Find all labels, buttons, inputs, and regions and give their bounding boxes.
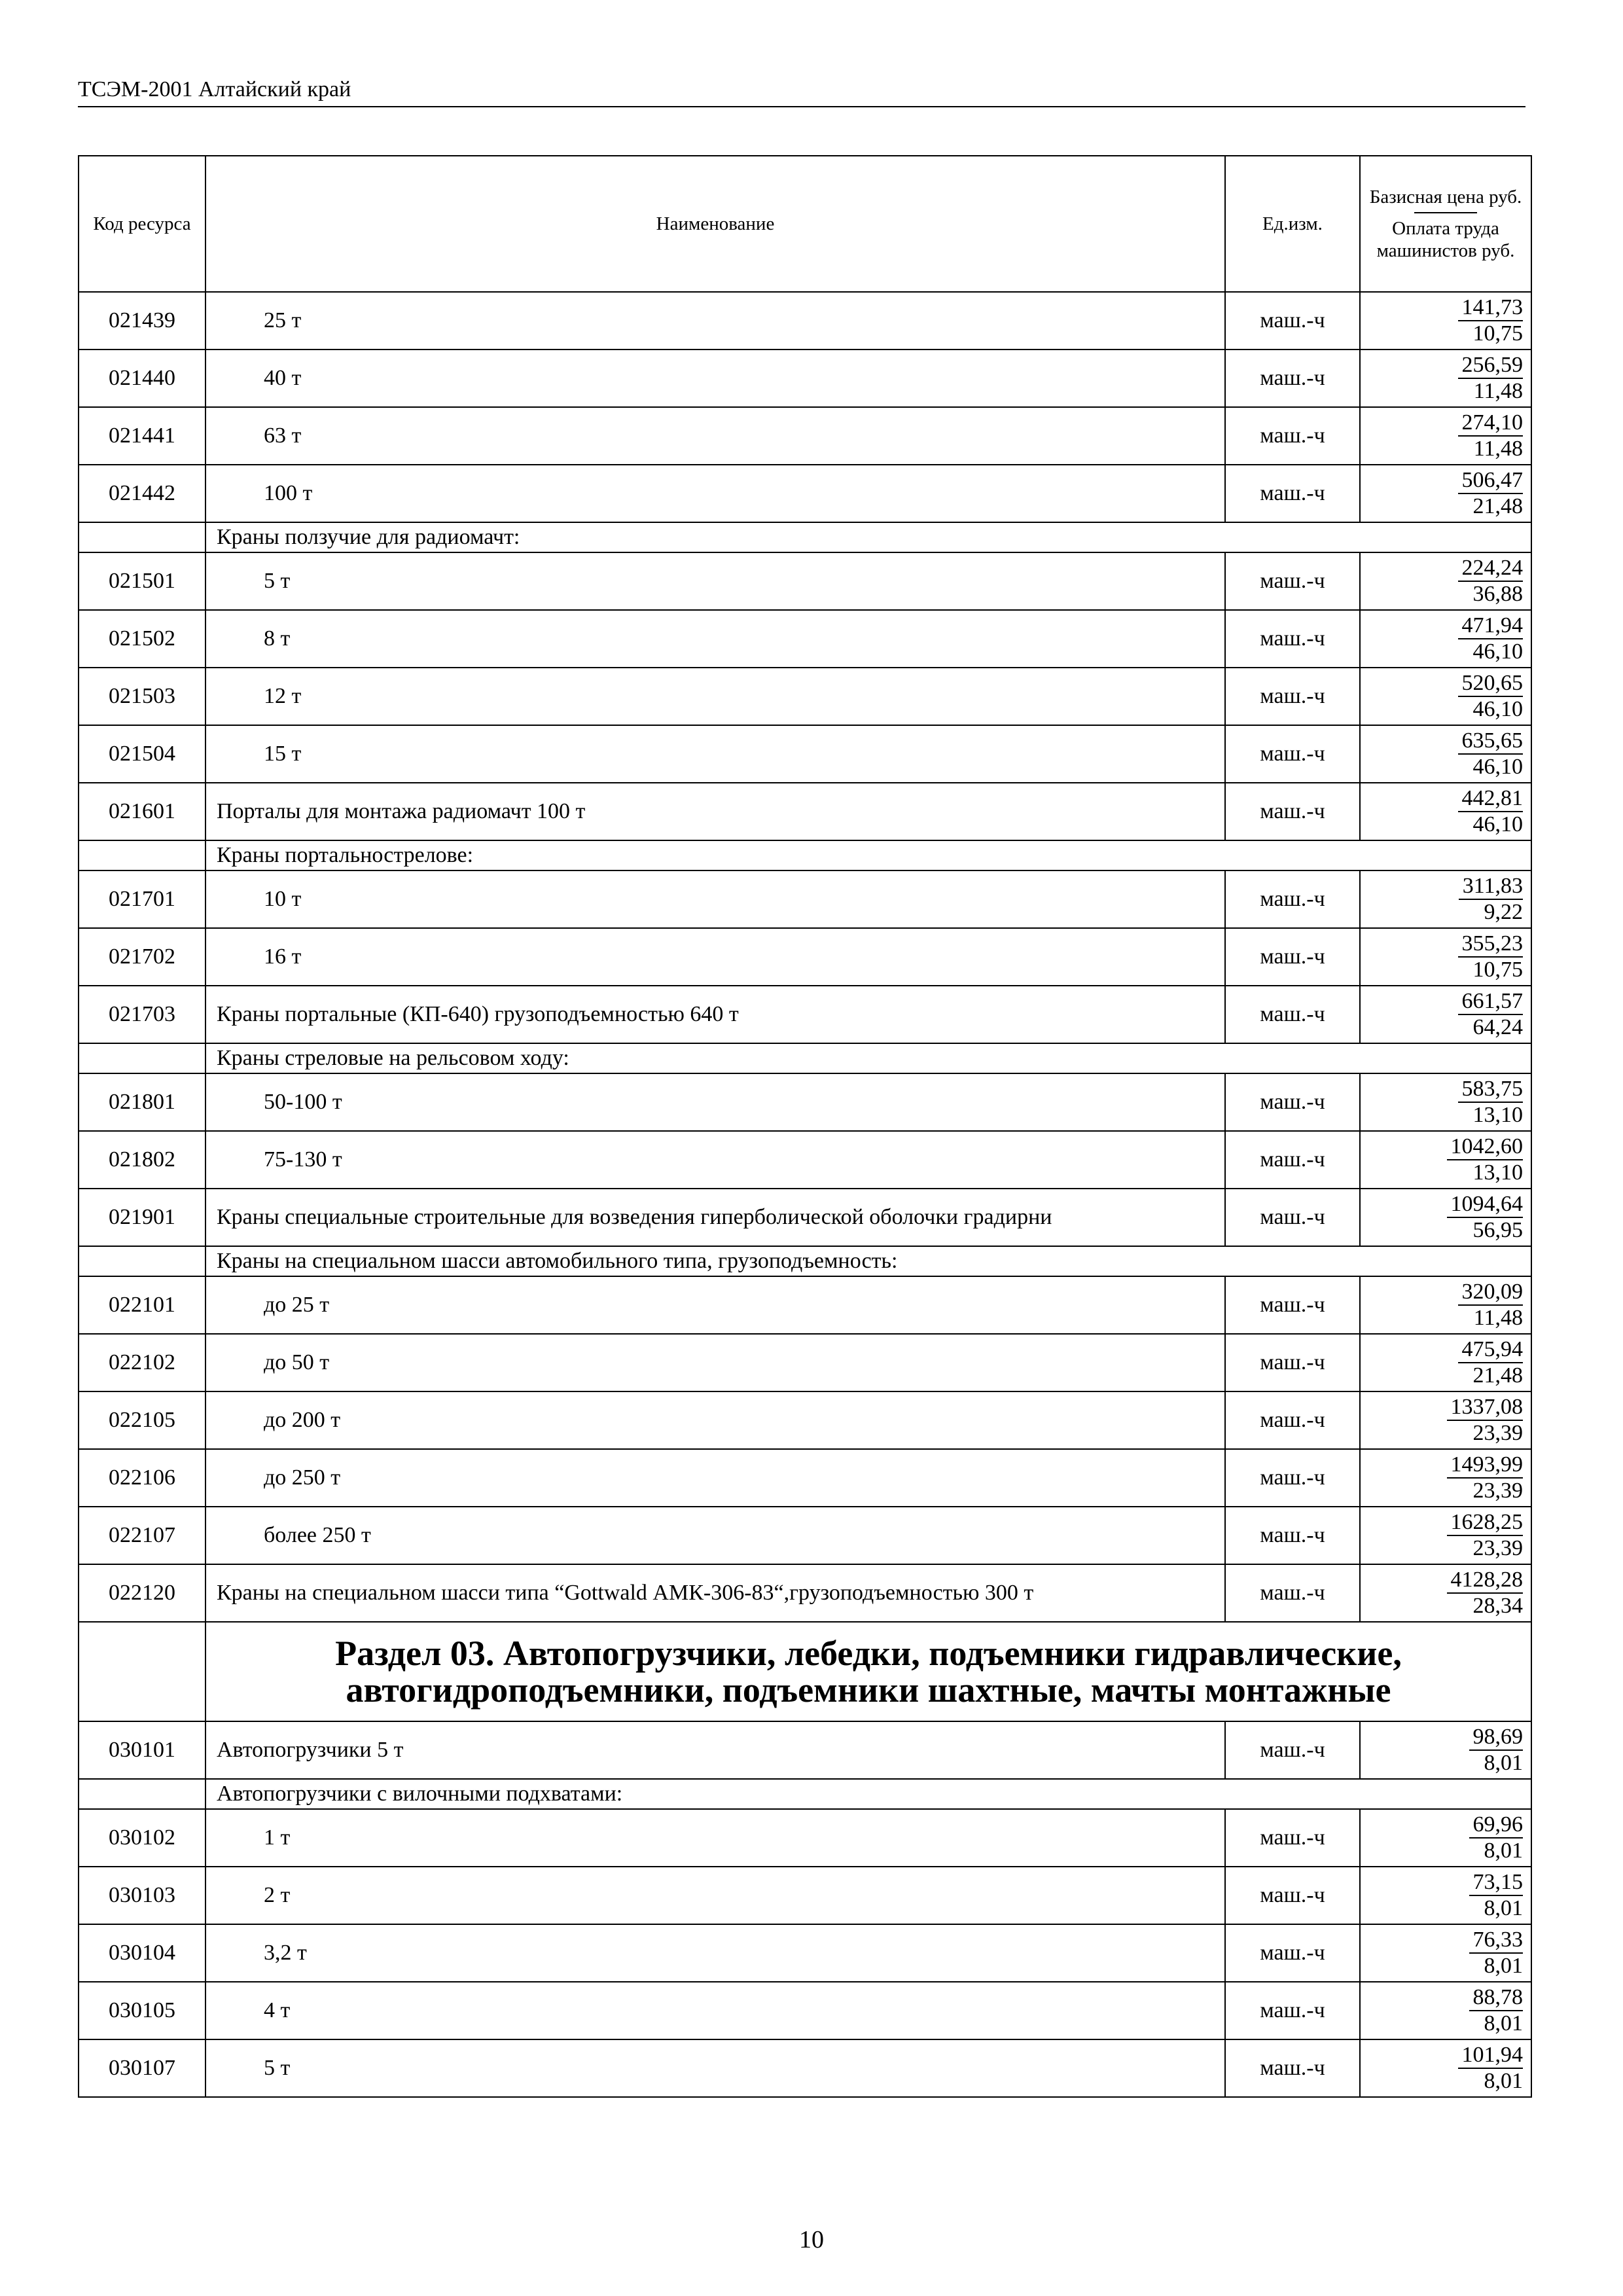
operator-wage: 10,75 [1472,958,1523,982]
operator-wage: 46,10 [1472,755,1523,779]
group-heading-row [79,1043,1531,1073]
table-row [79,407,1531,465]
header-divider [1414,212,1477,213]
unit-of-measure: маш.-ч [1225,1809,1360,1867]
resource-code: 021440 [79,350,205,407]
base-price: 320,09 [1458,1280,1524,1306]
resource-name: 5 т [205,552,1225,610]
resource-code: 030105 [79,1982,205,2039]
operator-wage: 13,10 [1472,1103,1523,1127]
group-heading-row [79,522,1531,552]
resource-name: 40 т [205,350,1225,407]
resource-name: 16 т [205,928,1225,986]
resource-code: 021601 [79,783,205,840]
section-code-cell [79,1622,205,1721]
operator-wage: 28,34 [1472,1594,1523,1618]
operator-wage: 8,01 [1484,1896,1523,1920]
column-header-base-price: Базисная цена руб. [1369,187,1522,207]
price-cell [1360,2039,1531,2097]
table-row [79,783,1531,840]
resource-code: 030102 [79,1809,205,1867]
unit-of-measure: маш.-ч [1225,1507,1360,1564]
unit-of-measure: маш.-ч [1225,350,1360,407]
operator-wage: 21,48 [1472,1363,1523,1388]
base-price: 274,10 [1458,410,1524,437]
price-cell [1360,1867,1531,1924]
unit-of-measure: маш.-ч [1225,783,1360,840]
group-code-cell [79,522,205,552]
operator-wage: 46,10 [1472,639,1523,664]
resource-code: 030101 [79,1721,205,1779]
price-cell [1360,928,1531,986]
table-row [79,350,1531,407]
price-cell [1360,552,1531,610]
price-cell [1360,1982,1531,2039]
operator-wage: 8,01 [1484,1751,1523,1775]
price-cell [1360,1073,1531,1131]
resource-name: Краны на специальном шасси типа “Gottwald АМК-306-83“,грузоподъемностью 300 т [205,1564,1225,1622]
resource-name: до 50 т [205,1334,1225,1391]
unit-of-measure: маш.-ч [1225,1924,1360,1982]
unit-of-measure: маш.-ч [1225,870,1360,928]
base-price: 98,69 [1469,1725,1524,1751]
resource-code: 021503 [79,668,205,725]
base-price: 1094,64 [1447,1192,1524,1218]
group-heading: Краны ползучие для радиомачт: [205,522,1531,552]
operator-wage: 8,01 [1484,1839,1523,1863]
base-price: 88,78 [1469,1985,1524,2011]
resource-name: 1 т [205,1809,1225,1867]
unit-of-measure: маш.-ч [1225,552,1360,610]
price-cell [1360,1391,1531,1449]
group-heading-row [79,1246,1531,1276]
table-row [79,1721,1531,1779]
operator-wage: 23,39 [1472,1479,1523,1503]
table-row [79,1189,1531,1246]
base-price: 4128,28 [1447,1568,1524,1594]
table-row [79,928,1531,986]
group-code-cell [79,840,205,870]
operator-wage: 56,95 [1472,1218,1523,1242]
unit-of-measure: маш.-ч [1225,1867,1360,1924]
resource-name: 4 т [205,1982,1225,2039]
table-header-row [79,156,1531,292]
unit-of-measure: маш.-ч [1225,928,1360,986]
unit-of-measure: маш.-ч [1225,986,1360,1043]
base-price: 224,24 [1458,556,1524,582]
table-row [79,610,1531,668]
resource-code: 021502 [79,610,205,668]
table-row [79,292,1531,350]
price-cell [1360,1809,1531,1867]
price-cell [1360,1131,1531,1189]
column-header-unit: Ед.изм. [1225,156,1360,292]
group-heading: Краны на специальном шасси автомобильного типа, грузоподъемность: [205,1246,1531,1276]
column-header-operator-wage: Оплата труда машинистов руб. [1376,218,1515,261]
table-row [79,986,1531,1043]
operator-wage: 46,10 [1472,812,1523,836]
resource-name: 75-130 т [205,1131,1225,1189]
resource-code: 021802 [79,1131,205,1189]
operator-wage: 36,88 [1472,582,1523,606]
resource-code: 022107 [79,1507,205,1564]
resource-price-table [78,155,1532,2098]
base-price: 101,94 [1458,2043,1524,2069]
operator-wage: 8,01 [1484,1954,1523,1978]
base-price: 69,96 [1469,1812,1524,1839]
resource-name: 8 т [205,610,1225,668]
operator-wage: 46,10 [1472,697,1523,721]
resource-name: 2 т [205,1867,1225,1924]
resource-code: 030104 [79,1924,205,1982]
resource-code: 022101 [79,1276,205,1334]
resource-name: 3,2 т [205,1924,1225,1982]
price-cell [1360,1924,1531,1982]
base-price: 141,73 [1458,295,1524,321]
price-cell [1360,870,1531,928]
resource-name: 63 т [205,407,1225,465]
operator-wage: 8,01 [1484,2011,1523,2036]
unit-of-measure: маш.-ч [1225,1721,1360,1779]
resource-code: 021901 [79,1189,205,1246]
base-price: 1493,99 [1447,1452,1524,1479]
base-price: 256,59 [1458,353,1524,379]
resource-code: 021702 [79,928,205,986]
price-cell [1360,725,1531,783]
base-price: 1042,60 [1447,1134,1524,1160]
resource-code: 021504 [79,725,205,783]
unit-of-measure: маш.-ч [1225,1073,1360,1131]
page-header [78,73,1525,107]
price-cell [1360,1449,1531,1507]
section-heading-row [79,1622,1531,1721]
resource-name: более 250 т [205,1507,1225,1564]
table-row [79,552,1531,610]
price-cell [1360,407,1531,465]
base-price: 506,47 [1458,468,1524,494]
price-cell [1360,668,1531,725]
resource-name: 5 т [205,2039,1225,2097]
base-price: 73,15 [1469,1870,1524,1896]
unit-of-measure: маш.-ч [1225,1564,1360,1622]
table-row [79,1507,1531,1564]
unit-of-measure: маш.-ч [1225,292,1360,350]
group-heading: Краны стреловые на рельсовом ходу: [205,1043,1531,1073]
resource-name: Краны специальные строительные для возведения гиперболической оболочки градирни [205,1189,1225,1246]
price-cell [1360,350,1531,407]
group-code-cell [79,1779,205,1809]
base-price: 311,83 [1459,874,1523,900]
resource-name: Автопогрузчики 5 т [205,1721,1225,1779]
table-row [79,1867,1531,1924]
group-heading-row [79,840,1531,870]
operator-wage: 13,10 [1472,1160,1523,1185]
price-cell [1360,292,1531,350]
table-row [79,1564,1531,1622]
unit-of-measure: маш.-ч [1225,1189,1360,1246]
table-row [79,1334,1531,1391]
resource-name: до 250 т [205,1449,1225,1507]
resource-code: 021439 [79,292,205,350]
column-header-code: Код ресурса [79,156,205,292]
operator-wage: 23,39 [1472,1536,1523,1560]
resource-code: 022105 [79,1391,205,1449]
resource-name: 25 т [205,292,1225,350]
unit-of-measure: маш.-ч [1225,1391,1360,1449]
section-heading [205,1622,1531,1721]
table-row [79,2039,1531,2097]
group-heading: Автопогрузчики с вилочными подхватами: [205,1779,1531,1809]
resource-code: 022120 [79,1564,205,1622]
column-header-price [1360,156,1531,292]
resource-name: Порталы для монтажа радиомачт 100 т [205,783,1225,840]
column-header-name: Наименование [205,156,1225,292]
group-code-cell [79,1246,205,1276]
table-row [79,1391,1531,1449]
unit-of-measure: маш.-ч [1225,725,1360,783]
table-row [79,1276,1531,1334]
table-row [79,870,1531,928]
table-row [79,725,1531,783]
price-cell [1360,1564,1531,1622]
base-price: 661,57 [1458,989,1524,1015]
base-price: 520,65 [1458,671,1524,697]
resource-name: 12 т [205,668,1225,725]
resource-code: 021703 [79,986,205,1043]
section-title-line-2: автогидроподъемники, подъемники шахтные, мачты монтажные [346,1670,1391,1710]
table-row [79,1809,1531,1867]
operator-wage: 8,01 [1484,2069,1523,2093]
table-row [79,1924,1531,1982]
table-row [79,465,1531,522]
group-heading-row [79,1779,1531,1809]
table-row [79,1449,1531,1507]
group-heading: Краны портальнострелове: [205,840,1531,870]
resource-name: до 200 т [205,1391,1225,1449]
table-row [79,1073,1531,1131]
resource-code: 030107 [79,2039,205,2097]
price-cell [1360,1507,1531,1564]
unit-of-measure: маш.-ч [1225,1276,1360,1334]
price-cell [1360,610,1531,668]
price-cell [1360,986,1531,1043]
operator-wage: 11,48 [1473,437,1523,461]
resource-code: 021442 [79,465,205,522]
table-row [79,1131,1531,1189]
resource-code: 021501 [79,552,205,610]
resource-code: 022106 [79,1449,205,1507]
operator-wage: 64,24 [1472,1015,1523,1039]
section-title-line-1: Раздел 03. Автопогрузчики, лебедки, подъемники гидравлические, [335,1634,1402,1673]
resource-name: Краны портальные (КП-640) грузоподъемностью 640 т [205,986,1225,1043]
unit-of-measure: маш.-ч [1225,407,1360,465]
unit-of-measure: маш.-ч [1225,2039,1360,2097]
unit-of-measure: маш.-ч [1225,610,1360,668]
operator-wage: 10,75 [1472,321,1523,346]
page-number: 10 [799,2226,824,2253]
unit-of-measure: маш.-ч [1225,1131,1360,1189]
price-cell [1360,1721,1531,1779]
base-price: 1628,25 [1447,1510,1524,1536]
price-cell [1360,465,1531,522]
operator-wage: 11,48 [1473,1306,1523,1330]
base-price: 475,94 [1458,1337,1524,1363]
document-title: ТСЭМ-2001 Алтайский край [78,77,351,101]
group-code-cell [79,1043,205,1073]
base-price: 76,33 [1469,1928,1524,1954]
resource-name: 100 т [205,465,1225,522]
price-cell [1360,1276,1531,1334]
resource-code: 022102 [79,1334,205,1391]
operator-wage: 23,39 [1472,1421,1523,1445]
price-cell [1360,1189,1531,1246]
unit-of-measure: маш.-ч [1225,668,1360,725]
base-price: 442,81 [1458,786,1524,812]
unit-of-measure: маш.-ч [1225,1449,1360,1507]
resource-name: 10 т [205,870,1225,928]
resource-code: 021441 [79,407,205,465]
base-price: 583,75 [1458,1077,1524,1103]
base-price: 355,23 [1458,931,1524,958]
operator-wage: 11,48 [1473,379,1523,403]
resource-code: 030103 [79,1867,205,1924]
unit-of-measure: маш.-ч [1225,1982,1360,2039]
table-row [79,668,1531,725]
base-price: 635,65 [1458,728,1524,755]
resource-code: 021801 [79,1073,205,1131]
unit-of-measure: маш.-ч [1225,1334,1360,1391]
resource-name: 50-100 т [205,1073,1225,1131]
resource-code: 021701 [79,870,205,928]
base-price: 1337,08 [1447,1395,1524,1421]
table-row [79,1982,1531,2039]
resource-name: до 25 т [205,1276,1225,1334]
operator-wage: 21,48 [1472,494,1523,518]
operator-wage: 9,22 [1484,900,1523,924]
price-cell [1360,783,1531,840]
unit-of-measure: маш.-ч [1225,465,1360,522]
price-cell [1360,1334,1531,1391]
base-price: 471,94 [1458,613,1524,639]
resource-name: 15 т [205,725,1225,783]
